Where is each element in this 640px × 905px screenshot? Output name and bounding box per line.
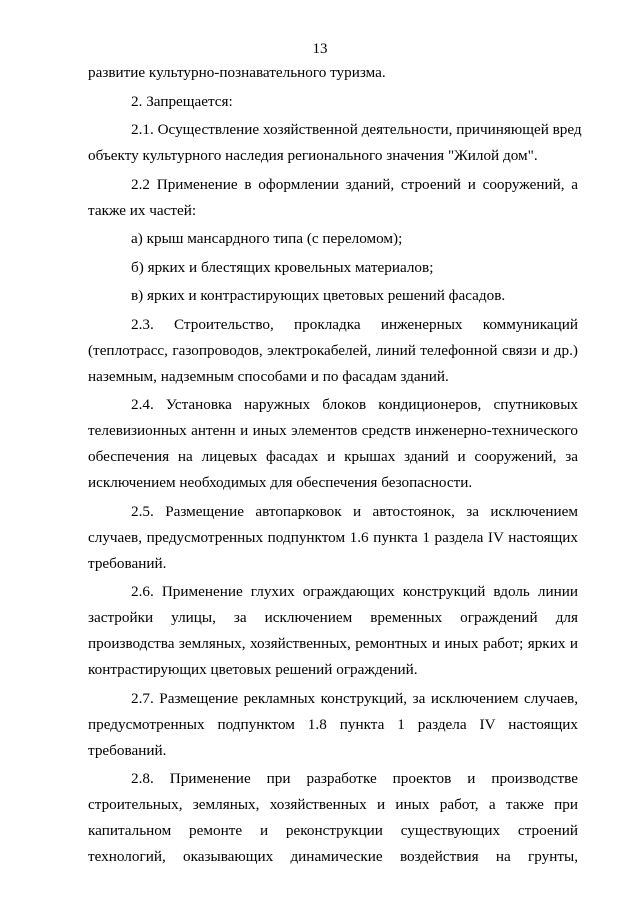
text-line: требований.	[88, 741, 167, 759]
document-body	[88, 60, 582, 870]
text-line: телевизионных антенн и иных элементов средств инженерно-технического	[88, 422, 578, 439]
text-line: также их частей:	[88, 201, 197, 219]
text-line: 2.2 Применение в оформлении зданий, строений и сооружений, а	[131, 175, 578, 193]
text-line: предусмотренных подпунктом 1.8 пункта 1 раздела IV настоящих	[88, 715, 578, 733]
text-line: контрастирующих цветовых решений ограждений.	[88, 661, 418, 678]
text-line: объекту культурного наследия регионального значения "Жилой дом".	[88, 147, 538, 164]
text-line: технологий, оказывающих динамические воздействия на грунты,	[88, 848, 578, 865]
text-line: производства земляных, хозяйственных, ремонтных и иных работ; ярких и	[88, 635, 578, 652]
text-line: наземным, надземным способами и по фасадам зданий.	[88, 367, 449, 385]
text-line: 2.7. Размещение рекламных конструкций, за исключением случаев,	[131, 689, 578, 707]
text-line: 2.4. Установка наружных блоков кондиционеров, спутниковых	[131, 396, 578, 413]
text-line: требований.	[88, 554, 167, 572]
text-line: застройки улицы, за исключением временных ограждений для	[88, 609, 578, 626]
text-line: случаев, предусмотренных подпунктом 1.6 пункта 1 раздела IV настоящих	[88, 528, 578, 546]
text-line: 2. Запрещается:	[131, 92, 233, 110]
text-line: б) ярких и блестящих кровельных материалов;	[131, 258, 434, 276]
text-line: 2.8. Применение при разработке проектов и производстве	[131, 770, 578, 787]
text-line: 2.5. Размещение автопарковок и автостоянок, за исключением	[131, 502, 578, 520]
text-line: строительных, земляных, хозяйственных и иных работ, а также при	[88, 796, 578, 813]
page-number: 13	[312, 41, 328, 57]
text-line: 2.3. Строительство, прокладка инженерных коммуникаций	[131, 315, 578, 333]
text-line: 2.1. Осуществление хозяйственной деятельности, причиняющей вред	[131, 121, 582, 138]
text-line: капитальном ремонте и реконструкции существующих строений	[88, 822, 578, 839]
text-line: в) ярких и контрастирующих цветовых решений фасадов.	[131, 287, 506, 304]
text-line: (теплотрасс, газопроводов, электрокабелей, линий телефонной связи и др.)	[88, 341, 578, 359]
text-line: 2.6. Применение глухих ограждающих конструкций вдоль линии	[131, 583, 578, 600]
text-line: исключением необходимых для обеспечения безопасности.	[88, 474, 473, 491]
text-line: развитие культурно-познавательного туризма.	[88, 64, 386, 81]
text-line: а) крыш мансардного типа (с переломом);	[131, 230, 403, 247]
text-line: обеспечения на лицевых фасадах и крышах зданий и сооружений, за	[88, 448, 578, 465]
